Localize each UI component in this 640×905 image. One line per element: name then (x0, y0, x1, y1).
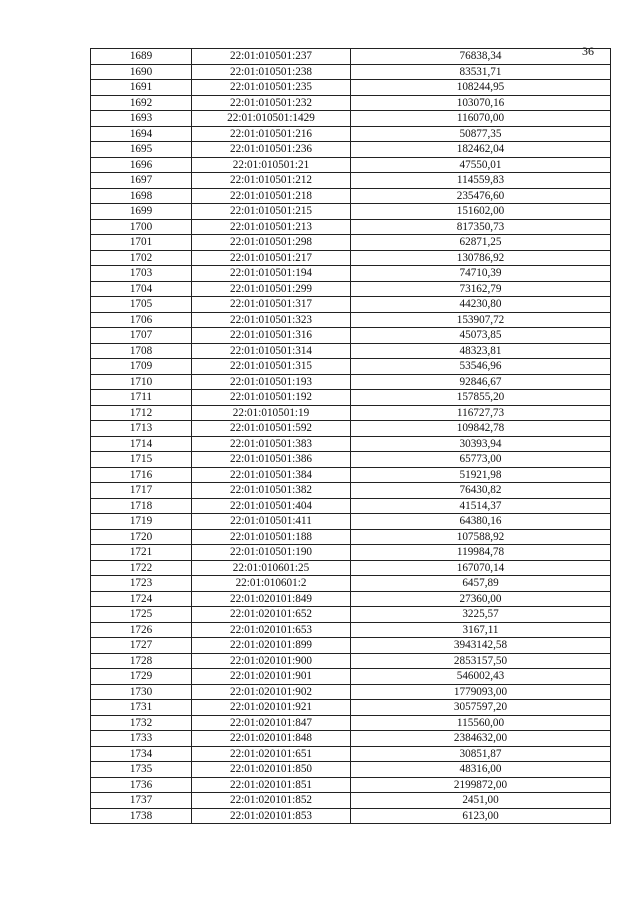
row-number-cell: 1703 (91, 266, 192, 282)
table-row (91, 622, 611, 638)
cadastral-number-cell: 22:01:020101:921 (192, 700, 351, 716)
value-cell: 2384632,00 (351, 731, 611, 747)
cadastral-number-cell: 22:01:020101:848 (192, 731, 351, 747)
row-number-cell: 1736 (91, 777, 192, 793)
row-number-cell: 1731 (91, 700, 192, 716)
row-number-cell: 1698 (91, 188, 192, 204)
row-number-cell: 1714 (91, 436, 192, 452)
value-cell: 48323,81 (351, 343, 611, 359)
land-plots-table (90, 48, 611, 824)
value-cell: 45073,85 (351, 328, 611, 344)
cadastral-number-cell: 22:01:010501:316 (192, 328, 351, 344)
row-number-cell: 1713 (91, 421, 192, 437)
row-number-cell: 1720 (91, 529, 192, 545)
table-row (91, 374, 611, 390)
cadastral-number-cell: 22:01:010501:383 (192, 436, 351, 452)
value-cell: 3225,57 (351, 607, 611, 623)
value-cell: 157855,20 (351, 390, 611, 406)
cadastral-number-cell: 22:01:020101:853 (192, 808, 351, 824)
row-number-cell: 1695 (91, 142, 192, 158)
row-number-cell: 1702 (91, 250, 192, 266)
cadastral-number-cell: 22:01:010501:232 (192, 95, 351, 111)
table-row (91, 700, 611, 716)
row-number-cell: 1692 (91, 95, 192, 111)
table-row (91, 762, 611, 778)
table-row (91, 669, 611, 685)
value-cell: 115560,00 (351, 715, 611, 731)
value-cell: 76838,34 (351, 49, 611, 65)
row-number-cell: 1718 (91, 498, 192, 514)
cadastral-number-cell: 22:01:010501:218 (192, 188, 351, 204)
table-row (91, 483, 611, 499)
value-cell: 44230,80 (351, 297, 611, 313)
value-cell: 2853157,50 (351, 653, 611, 669)
cadastral-number-cell: 22:01:010501:386 (192, 452, 351, 468)
table-row (91, 80, 611, 96)
table-row (91, 297, 611, 313)
cadastral-number-cell: 22:01:010501:212 (192, 173, 351, 189)
table-row (91, 312, 611, 328)
table-row (91, 95, 611, 111)
value-cell: 1779093,00 (351, 684, 611, 700)
table-row (91, 250, 611, 266)
table-row (91, 514, 611, 530)
cadastral-number-cell: 22:01:020101:851 (192, 777, 351, 793)
table-row (91, 281, 611, 297)
row-number-cell: 1694 (91, 126, 192, 142)
value-cell: 3167,11 (351, 622, 611, 638)
row-number-cell: 1729 (91, 669, 192, 685)
cadastral-number-cell: 22:01:020101:899 (192, 638, 351, 654)
value-cell: 76430,82 (351, 483, 611, 499)
cadastral-number-cell: 22:01:010501:411 (192, 514, 351, 530)
value-cell: 116070,00 (351, 111, 611, 127)
cadastral-number-cell: 22:01:010501:192 (192, 390, 351, 406)
row-number-cell: 1716 (91, 467, 192, 483)
cadastral-number-cell: 22:01:010501:237 (192, 49, 351, 65)
value-cell: 3057597,20 (351, 700, 611, 716)
value-cell: 103070,16 (351, 95, 611, 111)
table-row (91, 638, 611, 654)
row-number-cell: 1710 (91, 374, 192, 390)
row-number-cell: 1699 (91, 204, 192, 220)
row-number-cell: 1693 (91, 111, 192, 127)
cadastral-number-cell: 22:01:010601:2 (192, 576, 351, 592)
row-number-cell: 1726 (91, 622, 192, 638)
table-row (91, 266, 611, 282)
value-cell: 6457,89 (351, 576, 611, 592)
value-cell: 41514,37 (351, 498, 611, 514)
table-row (91, 529, 611, 545)
table-row (91, 328, 611, 344)
value-cell: 73162,79 (351, 281, 611, 297)
value-cell: 47550,01 (351, 157, 611, 173)
value-cell: 83531,71 (351, 64, 611, 80)
cadastral-number-cell: 22:01:010501:217 (192, 250, 351, 266)
cadastral-number-cell: 22:01:010501:213 (192, 219, 351, 235)
cadastral-number-cell: 22:01:010501:236 (192, 142, 351, 158)
table-row (91, 576, 611, 592)
row-number-cell: 1691 (91, 80, 192, 96)
cadastral-number-cell: 22:01:010501:235 (192, 80, 351, 96)
cadastral-number-cell: 22:01:010501:19 (192, 405, 351, 421)
value-cell: 48316,00 (351, 762, 611, 778)
row-number-cell: 1737 (91, 793, 192, 809)
table-body (91, 49, 611, 824)
page-number: 36 (582, 44, 594, 58)
row-number-cell: 1708 (91, 343, 192, 359)
value-cell: 53546,96 (351, 359, 611, 375)
cadastral-number-cell: 22:01:010501:314 (192, 343, 351, 359)
cadastral-number-cell: 22:01:010501:592 (192, 421, 351, 437)
table-row (91, 746, 611, 762)
value-cell: 119984,78 (351, 545, 611, 561)
cadastral-number-cell: 22:01:010601:25 (192, 560, 351, 576)
row-number-cell: 1725 (91, 607, 192, 623)
cadastral-number-cell: 22:01:010501:382 (192, 483, 351, 499)
value-cell: 27360,00 (351, 591, 611, 607)
row-number-cell: 1715 (91, 452, 192, 468)
cadastral-number-cell: 22:01:010501:315 (192, 359, 351, 375)
value-cell: 235476,60 (351, 188, 611, 204)
table-row (91, 545, 611, 561)
value-cell: 51921,98 (351, 467, 611, 483)
table-row (91, 49, 611, 65)
row-number-cell: 1711 (91, 390, 192, 406)
value-cell: 2451,00 (351, 793, 611, 809)
value-cell: 107588,92 (351, 529, 611, 545)
cadastral-number-cell: 22:01:010501:238 (192, 64, 351, 80)
cadastral-number-cell: 22:01:010501:216 (192, 126, 351, 142)
table-row (91, 684, 611, 700)
table-row (91, 359, 611, 375)
cadastral-number-cell: 22:01:010501:404 (192, 498, 351, 514)
value-cell: 116727,73 (351, 405, 611, 421)
value-cell: 50877,35 (351, 126, 611, 142)
row-number-cell: 1734 (91, 746, 192, 762)
cadastral-number-cell: 22:01:010501:194 (192, 266, 351, 282)
cadastral-number-cell: 22:01:020101:653 (192, 622, 351, 638)
row-number-cell: 1707 (91, 328, 192, 344)
value-cell: 130786,92 (351, 250, 611, 266)
table-row (91, 607, 611, 623)
table-row (91, 219, 611, 235)
row-number-cell: 1701 (91, 235, 192, 251)
row-number-cell: 1724 (91, 591, 192, 607)
row-number-cell: 1728 (91, 653, 192, 669)
table-row (91, 390, 611, 406)
row-number-cell: 1706 (91, 312, 192, 328)
table-row (91, 405, 611, 421)
table-row (91, 653, 611, 669)
cadastral-number-cell: 22:01:010501:188 (192, 529, 351, 545)
table-row (91, 467, 611, 483)
table-row (91, 560, 611, 576)
value-cell: 30393,94 (351, 436, 611, 452)
value-cell: 6123,00 (351, 808, 611, 824)
value-cell: 114559,83 (351, 173, 611, 189)
value-cell: 153907,72 (351, 312, 611, 328)
value-cell: 3943142,58 (351, 638, 611, 654)
row-number-cell: 1689 (91, 49, 192, 65)
row-number-cell: 1723 (91, 576, 192, 592)
cadastral-number-cell: 22:01:020101:900 (192, 653, 351, 669)
table-row (91, 343, 611, 359)
value-cell: 151602,00 (351, 204, 611, 220)
table-row (91, 173, 611, 189)
table-row (91, 452, 611, 468)
cadastral-number-cell: 22:01:010501:323 (192, 312, 351, 328)
table-row (91, 235, 611, 251)
cadastral-number-cell: 22:01:020101:849 (192, 591, 351, 607)
value-cell: 182462,04 (351, 142, 611, 158)
cadastral-number-cell: 22:01:010501:1429 (192, 111, 351, 127)
value-cell: 62871,25 (351, 235, 611, 251)
table-row (91, 777, 611, 793)
row-number-cell: 1730 (91, 684, 192, 700)
cadastral-number-cell: 22:01:020101:652 (192, 607, 351, 623)
row-number-cell: 1696 (91, 157, 192, 173)
table-row (91, 157, 611, 173)
row-number-cell: 1697 (91, 173, 192, 189)
table-row (91, 126, 611, 142)
row-number-cell: 1712 (91, 405, 192, 421)
table-row (91, 204, 611, 220)
cadastral-number-cell: 22:01:020101:902 (192, 684, 351, 700)
value-cell: 64380,16 (351, 514, 611, 530)
value-cell: 65773,00 (351, 452, 611, 468)
value-cell: 167070,14 (351, 560, 611, 576)
cadastral-number-cell: 22:01:020101:901 (192, 669, 351, 685)
table-row (91, 142, 611, 158)
row-number-cell: 1719 (91, 514, 192, 530)
row-number-cell: 1735 (91, 762, 192, 778)
table-row (91, 808, 611, 824)
row-number-cell: 1738 (91, 808, 192, 824)
table-row (91, 64, 611, 80)
table-row (91, 498, 611, 514)
table-row (91, 731, 611, 747)
cadastral-number-cell: 22:01:020101:850 (192, 762, 351, 778)
cadastral-number-cell: 22:01:010501:215 (192, 204, 351, 220)
cadastral-number-cell: 22:01:010501:21 (192, 157, 351, 173)
row-number-cell: 1700 (91, 219, 192, 235)
value-cell: 108244,95 (351, 80, 611, 96)
table-row (91, 715, 611, 731)
value-cell: 92846,67 (351, 374, 611, 390)
row-number-cell: 1709 (91, 359, 192, 375)
value-cell: 30851,87 (351, 746, 611, 762)
cadastral-number-cell: 22:01:010501:193 (192, 374, 351, 390)
row-number-cell: 1690 (91, 64, 192, 80)
table-row (91, 591, 611, 607)
row-number-cell: 1721 (91, 545, 192, 561)
row-number-cell: 1705 (91, 297, 192, 313)
value-cell: 817350,73 (351, 219, 611, 235)
cadastral-number-cell: 22:01:020101:852 (192, 793, 351, 809)
cadastral-number-cell: 22:01:010501:299 (192, 281, 351, 297)
row-number-cell: 1704 (91, 281, 192, 297)
table-row (91, 188, 611, 204)
value-cell: 2199872,00 (351, 777, 611, 793)
row-number-cell: 1732 (91, 715, 192, 731)
cadastral-number-cell: 22:01:020101:847 (192, 715, 351, 731)
value-cell: 546002,43 (351, 669, 611, 685)
row-number-cell: 1727 (91, 638, 192, 654)
table-row (91, 111, 611, 127)
cadastral-number-cell: 22:01:010501:384 (192, 467, 351, 483)
cadastral-number-cell: 22:01:010501:190 (192, 545, 351, 561)
row-number-cell: 1717 (91, 483, 192, 499)
value-cell: 74710,39 (351, 266, 611, 282)
row-number-cell: 1733 (91, 731, 192, 747)
cadastral-number-cell: 22:01:020101:651 (192, 746, 351, 762)
table-row (91, 793, 611, 809)
cadastral-number-cell: 22:01:010501:317 (192, 297, 351, 313)
table-row (91, 436, 611, 452)
table-row (91, 421, 611, 437)
value-cell: 109842,78 (351, 421, 611, 437)
row-number-cell: 1722 (91, 560, 192, 576)
cadastral-number-cell: 22:01:010501:298 (192, 235, 351, 251)
